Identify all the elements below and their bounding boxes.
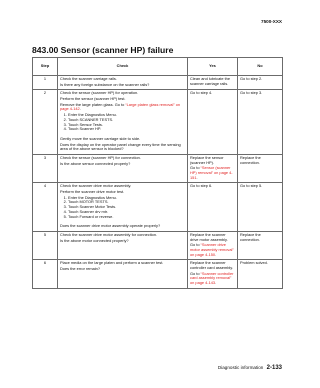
no-cell: Go to step 2.	[238, 76, 283, 90]
check-cell	[58, 260, 188, 288]
procedure-step: 3. Touch Scanner Motor Tests.	[68, 205, 185, 210]
check-cell	[58, 154, 188, 182]
yes-goto	[190, 272, 235, 286]
procedure-step: 1. Enter the Diagnostics Menu.	[68, 196, 185, 201]
check-text: Check the sensor (scanner HP) for connection.	[60, 154, 141, 160]
column-header-check: Check	[58, 58, 188, 76]
procedure-step: 5. Touch Forward or reverse.	[68, 215, 185, 220]
yes-action: Replace the scanner drive motor assembly.	[190, 231, 228, 242]
sentence-end: .	[79, 106, 81, 112]
yes-cell	[188, 231, 238, 259]
table-row	[33, 260, 283, 288]
removal-link[interactable]: “Scanner controller card assembly removal” on page 4-143	[190, 270, 234, 286]
sentence-end: .	[215, 280, 217, 286]
yes-action: Replace the sensor (scanner HP).	[190, 154, 224, 165]
table-row	[33, 183, 283, 232]
troubleshooting-table-container	[32, 57, 282, 289]
goto-text: Go to	[190, 242, 201, 248]
check-question: Does the display on the operator panel change every time the sensing area of the above sensor is blocked?	[60, 141, 181, 152]
procedure-step: 4. Touch Scanner drv mtr.	[68, 210, 185, 215]
yes-cell	[188, 260, 238, 288]
table-header-row	[33, 58, 283, 76]
step-number: 5	[33, 231, 58, 259]
check-text: Place media on the large platen and perform a scanner test.	[60, 260, 164, 266]
check-question: Is there any foreign substance on the scanner rails?	[60, 81, 150, 87]
check-text	[60, 103, 185, 112]
page-title: 843.00 Sensor (scanner HP) failure	[32, 45, 174, 55]
procedure-step: 4. Touch Scanner HP.	[68, 127, 185, 132]
page-footer	[218, 365, 282, 371]
check-question: Is the above motor connected properly?	[60, 237, 129, 243]
step-number: 3	[33, 154, 58, 182]
step-number: 1	[33, 76, 58, 90]
yes-goto	[190, 166, 235, 180]
check-question: Is the above sensor connected properly?	[60, 160, 131, 166]
yes-cell: Go to step 6.	[188, 183, 238, 232]
goto-text: Go to	[190, 270, 201, 276]
troubleshooting-table	[32, 57, 283, 289]
removal-link[interactable]: “Scanner drive motor assembly removal” on page 4-150	[190, 242, 234, 257]
yes-goto	[190, 243, 235, 257]
check-text: Check the sensor (scanner HP) for operation.	[60, 90, 139, 96]
procedure-step: 1. Enter the Diagnostics Menu.	[68, 113, 185, 118]
yes-cell: Clean and lubricate the scanner carriage rails.	[188, 76, 238, 90]
step-number: 6	[33, 260, 58, 288]
table-row	[33, 90, 283, 155]
no-cell: Go to step 5.	[238, 183, 283, 232]
page-number: 2-133	[266, 365, 282, 371]
removal-link[interactable]: “Sensor (scanner HP) removal” on page 4-151	[190, 165, 233, 180]
yes-cell	[188, 154, 238, 182]
check-text: Perform the scanner drive motor test.	[60, 189, 125, 195]
check-text: Check the scanner drive motor assembly.	[60, 183, 132, 189]
check-cell	[58, 90, 188, 155]
check-cell	[58, 231, 188, 259]
table-row	[33, 231, 283, 259]
check-cell	[58, 183, 188, 232]
table-row	[33, 154, 283, 182]
step-number: 4	[33, 183, 58, 232]
check-question: Does the error remain?	[60, 266, 101, 271]
check-question: Does the scanner drive motor assembly operate properly?	[60, 223, 161, 229]
column-header-yes: Yes	[188, 58, 238, 76]
no-cell: Replace the connection.	[238, 154, 283, 182]
procedure-steps	[60, 113, 185, 132]
table-row	[33, 76, 283, 90]
yes-cell: Go to step 4.	[188, 90, 238, 155]
no-cell: Replace the connection.	[238, 231, 283, 259]
check-text: Check the scanner drive motor assembly for connection.	[60, 231, 158, 237]
goto-text: Go to	[190, 165, 201, 171]
sentence-end: .	[196, 174, 198, 180]
check-text: Check the scanner carriage rails.	[60, 76, 117, 81]
yes-action: Replace the scanner controller card assembly.	[190, 260, 233, 270]
step-number: 2	[33, 90, 58, 155]
procedure-step: 3. Touch Sensor Tests.	[68, 123, 185, 128]
removal-link[interactable]: “Large platen glass removal” on page 4-142	[60, 101, 181, 112]
column-header-no: No	[238, 58, 283, 76]
column-header-step: Step	[33, 58, 58, 76]
sentence-end: .	[215, 251, 217, 257]
no-cell: Problem solved.	[238, 260, 283, 288]
footer-section-label: Diagnostic information	[217, 365, 264, 370]
check-cell	[58, 76, 188, 90]
check-text: Gently move the scanner carriage side to side.	[60, 135, 141, 141]
no-cell: Go to step 3.	[238, 90, 283, 155]
procedure-step: 2. Touch SCANNER TESTS.	[68, 118, 185, 123]
check-text: Perform the sensor (scanner HP) test.	[60, 96, 126, 102]
procedure-steps	[60, 196, 185, 219]
procedure-step: 2. Touch MOTOR TESTS.	[68, 200, 185, 205]
remove-instruction: Remove the large platen glass. Go to	[60, 101, 126, 107]
machine-type-label: 7500-XXX	[261, 19, 282, 24]
